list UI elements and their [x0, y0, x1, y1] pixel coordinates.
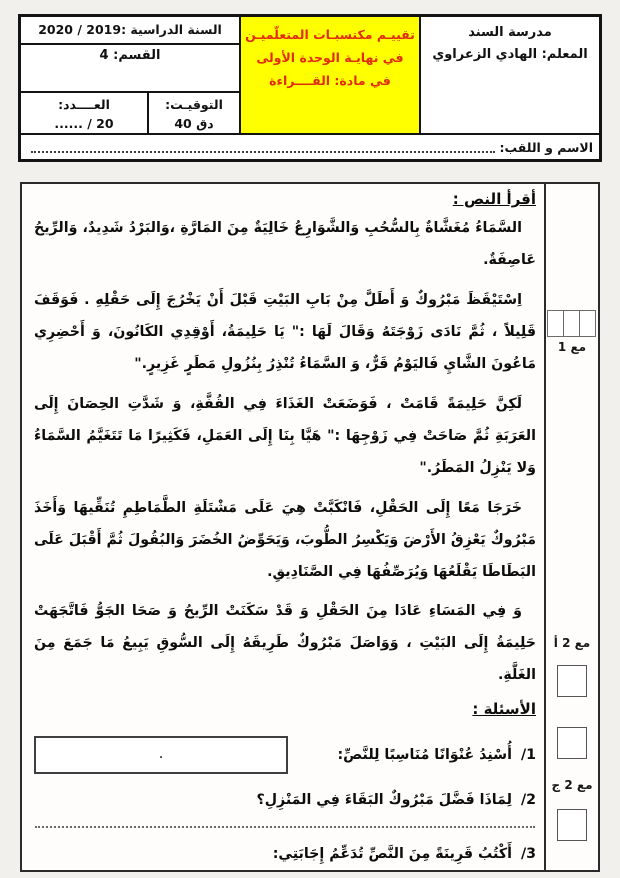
timing-cell	[147, 93, 239, 134]
score1-grid	[547, 310, 596, 337]
score-cell	[21, 93, 147, 134]
questions-heading: الأسئلة :	[472, 700, 536, 719]
exam-content	[22, 184, 544, 870]
question-3	[34, 846, 536, 862]
answer-box-mark: .	[159, 749, 163, 761]
exam-title-line3: في مادة: القــــراءة	[269, 73, 391, 89]
score2a-box-2[interactable]	[557, 727, 587, 759]
score-margin-strip	[544, 184, 598, 870]
name-row	[21, 133, 599, 159]
exam-title-line1: تقييـم مكتسبـات المتعلّميـن	[245, 27, 415, 42]
name-label: الاسم و اللقب:	[499, 140, 593, 155]
question-3-text: أَكْتُبُ قَرِينَةً مِنَ النَّصِّ تُدَعِّمُ إِجَابَتِي:	[272, 846, 512, 863]
passage-paragraph-5: وَ فِي المَسَاءِ عَادَا مِنَ الحَقْلِ وَ قَدْ سَكَنَتْ الرِّيحُ وَ صَحَا الجَوُّ فَاتَّجَهَتْ حَلِيمَةُ إِلَى البَيْتِ ، وَوَاصَلَ مَبْرُوكٌ طَرِيقَهُ إِلَى السُّوقِ يَبِيعُ مَا جَمَعَ مِنَ الغَلَّةِ.	[34, 603, 536, 684]
question-1-answer-box[interactable]	[34, 736, 288, 774]
passage-paragraph-2: اِسْتَيْقَظَ مَبْرُوكٌ وَ أَطَلَّ مِنْ بَابِ البَيْتِ قَبْلَ أَنْ يَخْرُجَ إِلَى حَقْلِهِ . فَوَقَفَ قَلِيلاً ، ثُمَّ نَادَى زَوْجَتَهُ وَقَالَ لَهَا :" يَا حَلِيمَةُ، أَوْقِدِي الكَانُونَ، وَ أَحْضِرِي مَاعُونَ الشَّايِ فَاليَوْمُ قَرٌّ، وَ السَّمَاءُ تُنْذِرُ بِنُزُولِ مَطَرٍ غَزِيرٍ."	[34, 291, 536, 372]
question-3-number: 3/	[520, 846, 536, 863]
name-fill-line[interactable]	[31, 143, 495, 153]
school-name: مدرسة السند	[468, 25, 552, 40]
score2c-label: مع 2 ج	[551, 778, 593, 792]
passage-paragraph-1: السَّمَاءُ مُغَشَّاةٌ بِالسُّحُبِ وَالشَّوَارِعُ خَالِيَةٌ مِنَ المَارَّةِ ،وَالبَرْدُ شَدِيدٌ، وَالرِّيحُ عَاصِفَةٌ.	[34, 220, 536, 268]
passage-paragraph-3: لَكِنَّ حَلِيمَةً قَامَتْ ، فَوَضَعَتْ الغَذَاءَ فِي القُفَّةِ، وَ شَدَّتِ الحِصَانَ إِلَى العَرَبَةِ ثُمَّ صَاحَتْ فِي زَوْجِهَا :" هَيَّا بِنَا إِلَى العَمَلِ، فَكَثِيرًا مَا تَتَغَيَّمُ السَّمَاءُ وَلا يَنْزِلُ المَطَرُ."	[34, 395, 536, 476]
score1-grid-cell-3[interactable]	[548, 311, 563, 336]
question-2-number: 2/	[520, 792, 536, 809]
question-2	[34, 792, 536, 808]
question-2-answer-line[interactable]	[35, 824, 535, 828]
score2a-box-1[interactable]	[557, 665, 587, 697]
school-year: السنة الدراسية :2019 / 2020	[21, 17, 239, 45]
teacher-name: المعلم: الهادي الزعراوي	[432, 47, 588, 63]
question-1-text: أُسْنِدُ عُنْوَانًا مُنَاسِبًا لِلنَّصِّ:	[337, 747, 512, 764]
header-table	[18, 14, 602, 162]
score1-grid-cell-1[interactable]	[579, 311, 595, 336]
question-2-text: لِمَاذَا فَضَّلَ مَبْرُوكٌ البَقَاءَ فِي المَنْزِلِ؟	[256, 792, 512, 809]
score2a-label: مع 2 أ	[553, 636, 591, 650]
timing-value: 40 دق	[174, 116, 214, 132]
score2c-box[interactable]	[557, 809, 587, 841]
read-text-heading: أقرأ النص :	[452, 190, 536, 208]
score-value: 20 / ......	[54, 116, 114, 132]
score1-label: مع 1	[557, 340, 587, 354]
question-1-number: 1/	[520, 747, 536, 764]
exam-title-line2: في نهايـة الوحدة الأولى	[256, 50, 404, 66]
school-info-cell	[419, 17, 599, 133]
score-label: العــــدد:	[58, 97, 110, 112]
timing-label: التوقيـت:	[165, 97, 223, 112]
class-level: القسم: 4	[21, 45, 239, 93]
exam-title-cell	[239, 17, 419, 133]
header-bottom-row	[21, 93, 239, 133]
score1-grid-cell-2[interactable]	[563, 311, 579, 336]
question-1	[34, 736, 536, 774]
passage-paragraph-4: خَرَجَا مَعًا إِلَى الحَقْلِ، فَانْكَبَّتْ هِيَ عَلَى مَشْتَلَةِ الطَّمَاطِمِ تُنَقِّيهَا وَأَخَذَ مَبْرُوكٌ يَعْزِقُ الأَرْضَ وَيَكْسِرُ الطُّوبَ، وَيَحَوِّضُ الخُضَرَ وَالبُقُولَ ثُمَّ أَقْبَلَ عَلَى البَطَاطَا يَقْلَعُهَا وَيُرَصِّفُهَا فِي الصَّنَادِيقِ.	[34, 499, 536, 580]
exam-body-box	[20, 182, 600, 872]
